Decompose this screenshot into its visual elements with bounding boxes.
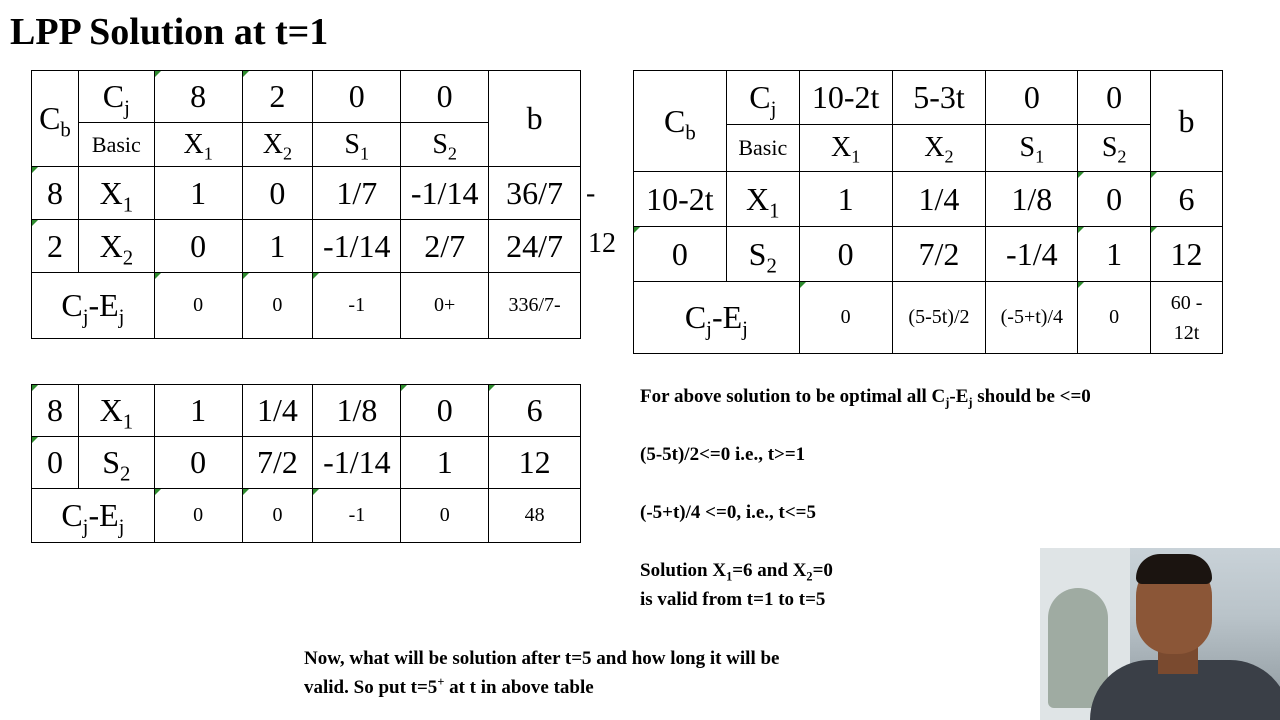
cj-ej-cell: 48 [489,489,581,543]
simplex-table-result [31,384,581,543]
table-cell: 12 [489,437,581,489]
row-basic: $X_1$ [78,167,154,220]
table-cell: 1 [242,220,313,273]
table-cell: 1/4 [242,385,313,437]
presenter-hair [1136,554,1212,584]
var-header: $X_1$ [154,123,242,167]
cj-value: 0 [1078,71,1151,125]
cj-ej-cell: 0+ [401,273,489,339]
table-cell: 0 [1078,172,1151,227]
question-line-2: valid. So put t=5+ at t in above table [304,675,594,698]
var-header: $X_2$ [242,123,313,167]
cj-header: $C_j$ [726,71,799,125]
row-basic: $X_1$ [726,172,799,227]
basic-header: Basic [78,123,154,167]
row-cb: 0 [32,437,79,489]
var-header: $S_1$ [313,123,401,167]
presenter-video-thumbnail [1040,548,1280,720]
cj-ej-label: $C_j-E_j$ [32,273,155,339]
cj-ej-cell: 0 [242,489,313,543]
table-cell: 0 [401,385,489,437]
table-cell: -1/14 [401,167,489,220]
table-cell: -1/14 [313,437,401,489]
table-cell: 1 [154,385,242,437]
b-header: b [1151,71,1223,172]
cb-header: $C_b$ [634,71,727,172]
table-cell: 6 [1151,172,1223,227]
cj-ej-label: $C_j-E_j$ [32,489,155,543]
var-header: $X_2$ [892,125,986,172]
cj-value: 8 [154,71,242,123]
table-cell: 1 [401,437,489,489]
cj-value: 2 [242,71,313,123]
table-cell: -1/14 [313,220,401,273]
question-line-1: Now, what will be solution after t=5 and how long it will be [304,648,780,669]
row-cb: 2 [32,220,79,273]
cj-header: $C_j$ [78,71,154,123]
condition-2-text: (-5+t)/4 <=0, i.e., t<=5 [640,502,817,523]
table-cell: 36/7 [489,167,581,220]
row-basic: $X_1$ [78,385,154,437]
cj-value: 0 [313,71,401,123]
table-cell: 1/4 [892,172,986,227]
table-cell: 0 [242,167,313,220]
table-cell: 1/7 [313,167,401,220]
cj-ej-b-cell: 60 - 12t [1151,282,1223,354]
row-cb: 0 [634,227,727,282]
optimality-condition-text: For above solution to be optimal all $C_j-E_j$ should be <=0 [640,386,1091,410]
cj-ej-cell: 336/7- [489,273,581,339]
cj-value: 0 [986,71,1078,125]
cb-header: $C_b$ [32,71,79,167]
side-annotation: - [586,178,596,209]
condition-1-text: (5-5t)/2<=0 i.e., t>=1 [640,444,806,465]
var-header: $X_1$ [799,125,892,172]
row-cb: 10-2t [634,172,727,227]
basic-header: Basic [726,125,799,172]
solution-range-text: is valid from t=1 to t=5 [640,589,826,610]
slide-title: LPP Solution at t=1 [10,11,329,53]
simplex-table-parametric [633,70,1223,354]
table-cell: 1 [154,167,242,220]
solution-text: Solution $X_1=6$ and $X_2=0$ [640,560,833,584]
cj-value: 5-3t [892,71,986,125]
cj-ej-cell: 0 [154,273,242,339]
var-header: $S_2$ [1078,125,1151,172]
table-cell: 0 [154,220,242,273]
table-cell: 1 [799,172,892,227]
cj-ej-cell: (-5+t)/4 [986,282,1078,354]
cj-ej-label: $C_j-E_j$ [634,282,800,354]
cj-ej-cell: 0 [799,282,892,354]
table-cell: 6 [489,385,581,437]
var-header: $S_2$ [401,123,489,167]
side-annotation: 12 [588,228,616,259]
b-header: b [489,71,581,167]
table-cell: 24/7 [489,220,581,273]
cj-ej-cell: -1 [313,489,401,543]
cj-ej-cell: 0 [1078,282,1151,354]
table-cell: 0 [799,227,892,282]
cj-ej-cell: 0 [154,489,242,543]
cj-value: 0 [401,71,489,123]
cj-ej-cell: (5-5t)/2 [892,282,986,354]
row-basic: $X_2$ [78,220,154,273]
table-cell: 7/2 [242,437,313,489]
table-cell: 1/8 [986,172,1078,227]
row-basic: $S_2$ [726,227,799,282]
table-cell: 1/8 [313,385,401,437]
cj-ej-cell: 0 [242,273,313,339]
simplex-table-t1 [31,70,581,339]
table-cell: 1 [1078,227,1151,282]
table-cell: -1/4 [986,227,1078,282]
cj-ej-cell: 0 [401,489,489,543]
row-cb: 8 [32,167,79,220]
table-cell: 7/2 [892,227,986,282]
row-basic: $S_2$ [78,437,154,489]
table-cell: 2/7 [401,220,489,273]
table-cell: 12 [1151,227,1223,282]
cj-ej-cell: -1 [313,273,401,339]
row-cb: 8 [32,385,79,437]
cj-value: 10-2t [799,71,892,125]
table-cell: 0 [154,437,242,489]
var-header: $S_1$ [986,125,1078,172]
